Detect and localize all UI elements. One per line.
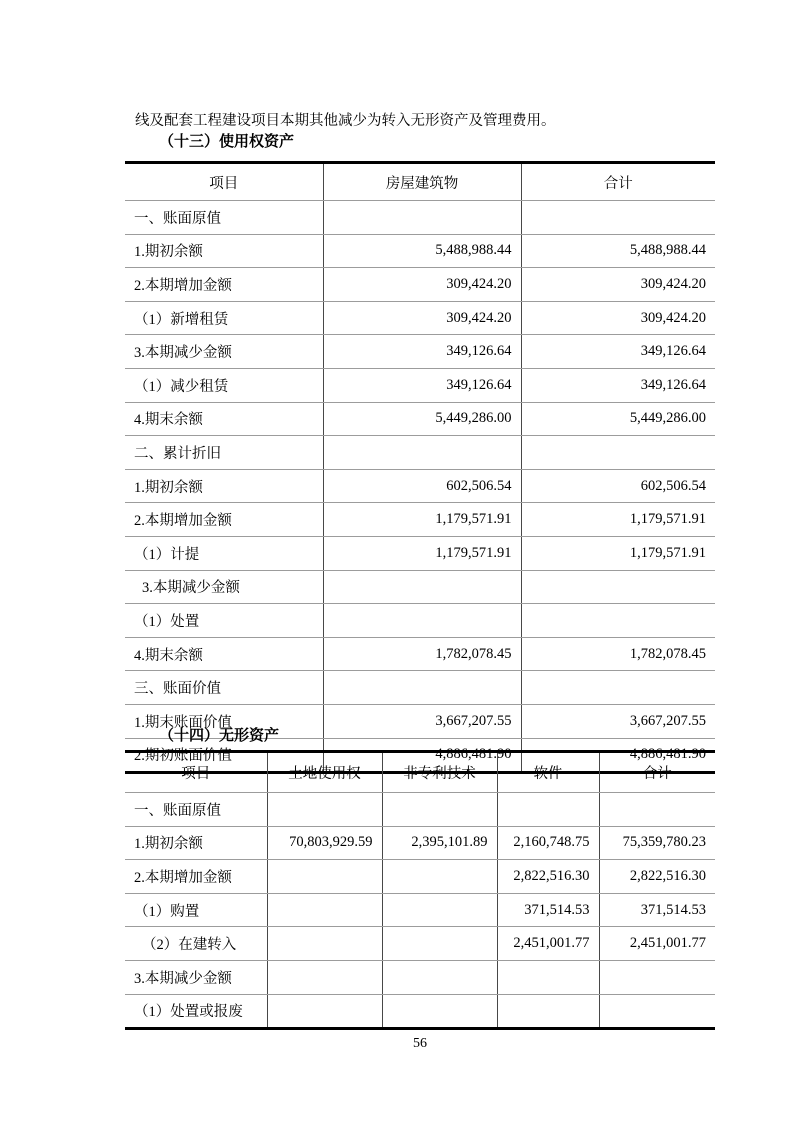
table-row [125,860,715,894]
cell-value: 349,126.64 [521,335,715,369]
cell-value [267,927,382,961]
cell-value [382,994,497,1029]
cell-value: 2,451,001.77 [599,927,715,961]
right-of-use-assets-table [125,161,715,774]
intro-paragraph: 线及配套工程建设项目本期其他减少为转入无形资产及管理费用。 [135,112,556,129]
table-row [125,671,715,705]
row-label: 2.期初账面价值 [125,738,323,773]
table-row [125,570,715,604]
cell-value: 602,506.54 [521,469,715,503]
cell-value [382,927,497,961]
row-label: 3.本期减少金额 [125,335,323,369]
cell-value: 5,449,286.00 [323,402,521,436]
table-row [125,604,715,638]
intangible-assets-table [125,750,715,1030]
cell-value: 2,395,101.89 [382,826,497,860]
cell-value: 2,160,748.75 [497,826,599,860]
cell-value: 3,667,207.55 [323,704,521,738]
cell-value [521,201,715,235]
cell-value [267,793,382,827]
cell-value [497,960,599,994]
cell-value [599,960,715,994]
row-label: 二、累计折旧 [125,436,323,470]
column-header: 非专利技术 [382,752,497,793]
cell-value: 349,126.64 [521,368,715,402]
row-label: 4.期末余额 [125,402,323,436]
row-label: 1.期末账面价值 [125,704,323,738]
cell-value: 5,488,988.44 [323,234,521,268]
section-13-heading: （十三）使用权资产 [159,134,295,150]
column-header: 房屋建筑物 [323,163,521,201]
cell-value: 5,449,286.00 [521,402,715,436]
column-header: 土地使用权 [267,752,382,793]
row-label: 1.期初余额 [125,234,323,268]
cell-value [323,671,521,705]
row-label: （1）购置 [125,893,267,927]
cell-value [521,671,715,705]
row-label: （1）新增租赁 [125,301,323,335]
cell-value [497,994,599,1029]
cell-value: 2,451,001.77 [497,927,599,961]
row-label: 4.期末余额 [125,637,323,671]
cell-value: 2,822,516.30 [497,860,599,894]
cell-value [521,436,715,470]
column-header: 项目 [125,752,267,793]
cell-value [382,793,497,827]
page-number: 56 [413,1036,427,1051]
row-label: 三、账面价值 [125,671,323,705]
cell-value: 1,179,571.91 [521,503,715,537]
row-label: 1.期初余额 [125,469,323,503]
cell-value [323,570,521,604]
cell-value: 309,424.20 [521,268,715,302]
row-label: 2.本期增加金额 [125,503,323,537]
table-header-row [125,752,715,793]
row-label: （1）计提 [125,536,323,570]
row-label: （1）减少租赁 [125,368,323,402]
cell-value: 75,359,780.23 [599,826,715,860]
cell-value [267,960,382,994]
cell-value: 371,514.53 [599,893,715,927]
table-row [125,368,715,402]
table-row [125,994,715,1029]
cell-value [267,860,382,894]
column-header: 项目 [125,163,323,201]
table-row [125,927,715,961]
table-row [125,469,715,503]
cell-value: 4,886,481.90 [521,738,715,773]
cell-value: 2,822,516.30 [599,860,715,894]
row-label: 3.本期减少金额 [125,960,267,994]
cell-value: 1,179,571.91 [521,536,715,570]
cell-value [521,570,715,604]
table-row [125,637,715,671]
cell-value: 309,424.20 [521,301,715,335]
section-14-heading: （十四）无形资产 [159,728,280,744]
table-row [125,826,715,860]
cell-value: 349,126.64 [323,368,521,402]
cell-value [382,960,497,994]
cell-value: 4,886,481.90 [323,738,521,773]
cell-value [323,201,521,235]
cell-value [382,893,497,927]
row-label: 1.期初余额 [125,826,267,860]
table-row [125,793,715,827]
row-label: 3.本期减少金额 [125,570,323,604]
table-row [125,536,715,570]
row-label: （1）处置或报废 [125,994,267,1029]
cell-value [267,994,382,1029]
cell-value [599,793,715,827]
cell-value: 5,488,988.44 [521,234,715,268]
cell-value: 1,179,571.91 [323,503,521,537]
row-label: 2.本期增加金额 [125,268,323,302]
cell-value: 70,803,929.59 [267,826,382,860]
table-row [125,960,715,994]
cell-value: 309,424.20 [323,268,521,302]
table-row [125,335,715,369]
cell-value [323,604,521,638]
cell-value [521,604,715,638]
table-row [125,402,715,436]
row-label: 2.本期增加金额 [125,860,267,894]
table-row [125,893,715,927]
cell-value: 309,424.20 [323,301,521,335]
cell-value: 371,514.53 [497,893,599,927]
table-row [125,234,715,268]
cell-value [323,436,521,470]
table-row [125,201,715,235]
table-header-row [125,163,715,201]
table-row [125,301,715,335]
cell-value [599,994,715,1029]
row-label: 一、账面原值 [125,201,323,235]
cell-value: 1,782,078.45 [323,637,521,671]
row-label: （1）处置 [125,604,323,638]
cell-value [497,793,599,827]
row-label: （2）在建转入 [125,927,267,961]
column-header: 软件 [497,752,599,793]
column-header: 合计 [521,163,715,201]
cell-value: 602,506.54 [323,469,521,503]
cell-value: 1,782,078.45 [521,637,715,671]
cell-value: 1,179,571.91 [323,536,521,570]
column-header: 合计 [599,752,715,793]
table-row [125,503,715,537]
row-label: 一、账面原值 [125,793,267,827]
table-row [125,436,715,470]
table-row [125,268,715,302]
cell-value: 349,126.64 [323,335,521,369]
cell-value: 3,667,207.55 [521,704,715,738]
cell-value [267,893,382,927]
cell-value [382,860,497,894]
